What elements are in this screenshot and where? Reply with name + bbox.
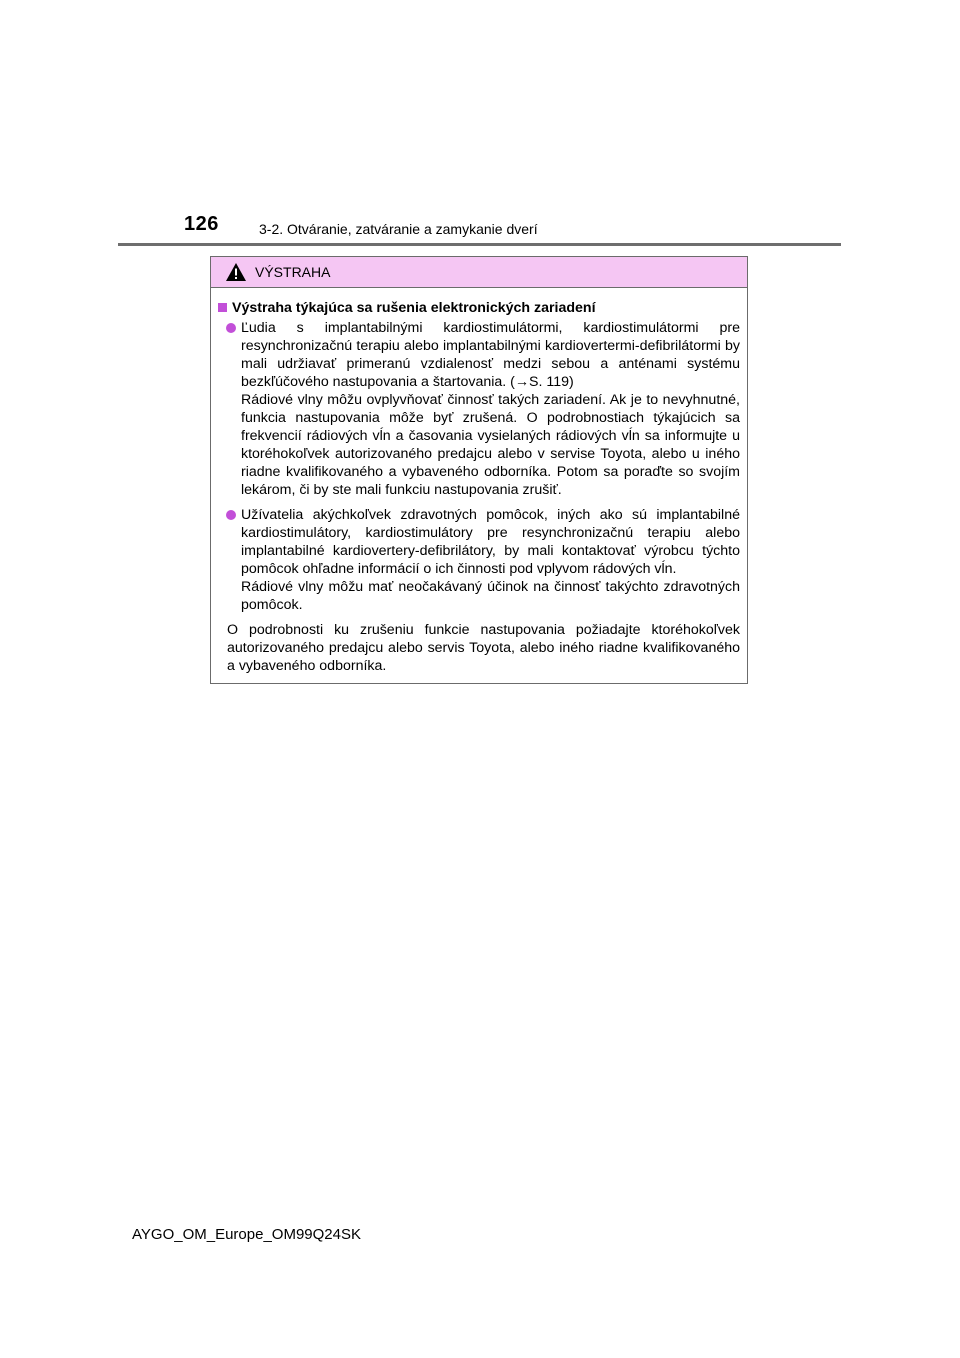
- list-item-paragraph: Užívatelia akýchkoľvek zdravotných pomôcok, iných ako sú implantabilné kardiostimulátory, kardiostimulátory pre resynchronizačnú terapiu alebo implantabilné kardiovertery-defibrilátory, by mali kontaktovať výrobcu týchto pomôcok ohľadne informácií o ich činnosti pod vplyvom rádových vĺn.: [241, 507, 740, 577]
- footer-doc-id: AYGO_OM_Europe_OM99Q24SK: [132, 1226, 361, 1243]
- page-number: 126: [184, 213, 219, 235]
- bullet-dot-icon: [226, 510, 236, 520]
- warning-triangle-icon: [225, 262, 247, 282]
- warning-heading-text: Výstraha týkajúca sa rušenia elektronických zariadení: [232, 300, 596, 316]
- list-item-paragraph: Rádiové vlny môžu mať neočakávaný účinok na činnosť takýchto zdravotných pomôcok.: [241, 579, 740, 613]
- closing-paragraph: O podrobnosti ku zrušeniu funkcie nastupovania požiadajte ktoréhokoľvek autorizovaného predajcu alebo servis Toyota, alebo iného riadne kvalifikovaného a vybaveného odborníka.: [227, 622, 740, 674]
- header-rule: [118, 243, 841, 246]
- list-item: [226, 506, 740, 614]
- list-item-body: [241, 506, 740, 614]
- list-item-paragraph: Ľudia s implantabilnými kardiostimulátormi, kardiostimulátormi pre resynchronizačnú terapiu alebo implantabilnými kardiovertermi-defibrilátormi by mali udržiavať primeranú vzdialenosť medzi sebou a anténami systému bezkľúčového nastupovania a štartovania. (→S. 119): [241, 320, 740, 390]
- bullet-dot-icon: [226, 323, 236, 333]
- warning-content: [211, 288, 747, 675]
- warning-heading: [218, 299, 740, 317]
- square-bullet-icon: [218, 303, 227, 312]
- section-title: 3-2. Otváranie, zatváranie a zamykanie dverí: [259, 221, 538, 237]
- list-item: [226, 319, 740, 499]
- list-item-paragraph: Rádiové vlny môžu ovplyvňovať činnosť takých zariadení. Ak je to nevyhnutné, funkcia nastupovania môže byť zrušená. O podrobnostiach týkajúcich sa frekvencií rádiových vĺn a časovania vysielaných rádiových vĺn sa informujte u ktoréhokoľvek autorizovaného predajcu alebo v servise Toyota, alebo u iného riadne kvalifikovaného a vybaveného odborníka. Potom sa poraďte so svojím lekárom, či by ste mali funkciu nastupovania zrušiť.: [241, 392, 740, 498]
- warning-header: [211, 257, 747, 288]
- warning-label: VÝSTRAHA: [255, 264, 331, 280]
- warning-box: [210, 256, 748, 684]
- list-item-body: [241, 319, 740, 499]
